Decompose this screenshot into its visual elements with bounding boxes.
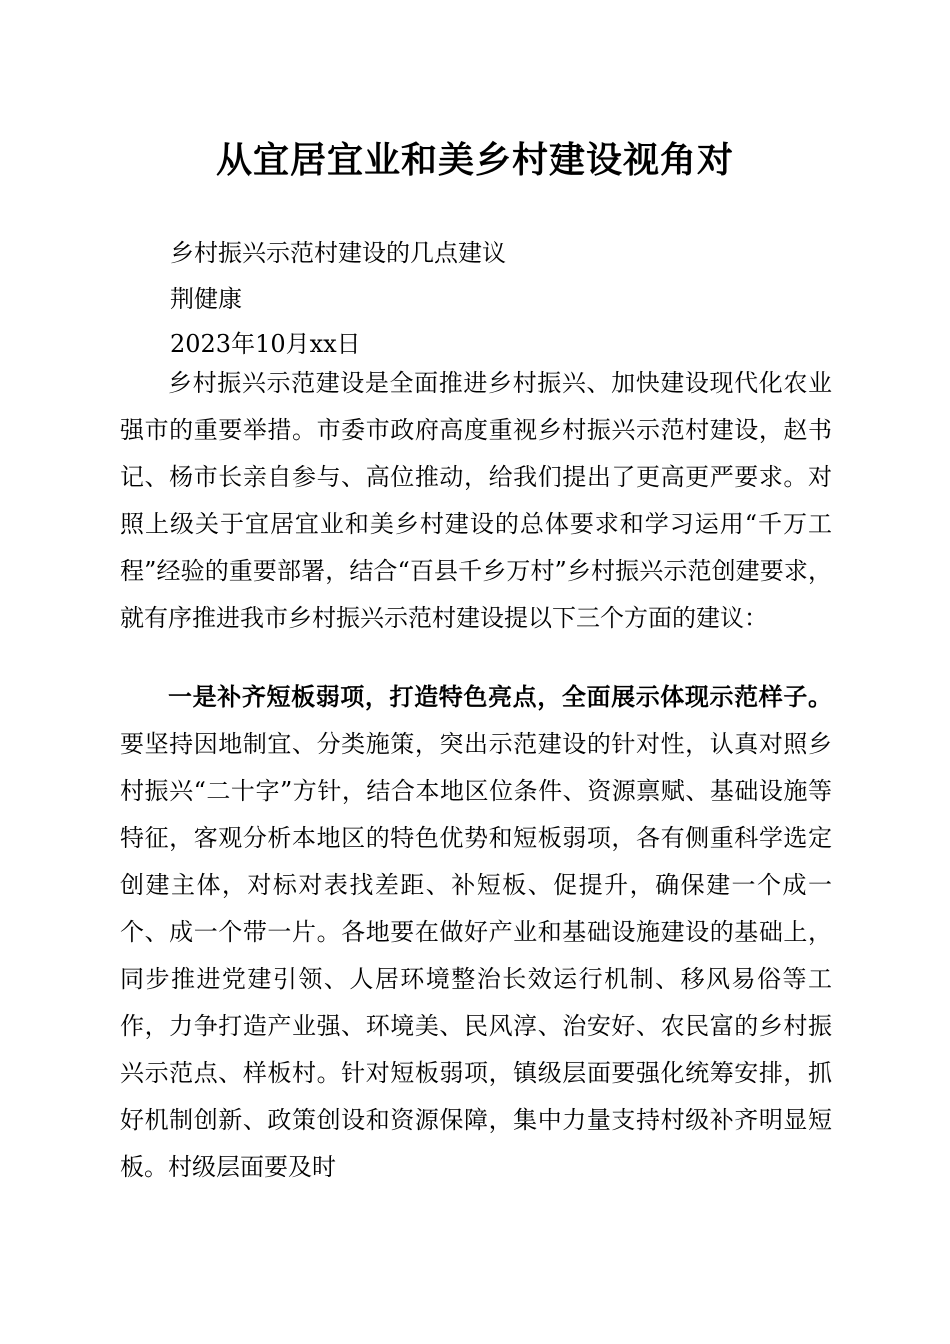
paragraph-point-one-text: 要坚持因地制宜、分类施策，突出示范建设的针对性，认真对照乡村振兴“二十字”方针，结合本地区位条件、资源禀赋、基础设施等特征，客观分析本地区的特色优势和短板弱项，各有侧重科学选定创建主体，对标对表找差距、补短板、促提升，确保建一个成一个、成一个带一片。各地要在做好产业和基础设施建设的基础上，同步推进党建引领、人居环境整治长效运行机制、移风易俗等工作，力争打造产业强、环境美、民风淳、治安好、农民富的乡村振兴示范点、样板村。针对短板弱项，镇级层面要强化统筹安排，抓好机制创新、政策创设和资源保障，集中力量支持村级补齐明显短板。村级层面要及时 [120, 730, 832, 1181]
document-subtitle: 乡村振兴示范村建设的几点建议 [170, 239, 506, 267]
document-date: 2023年10月xx日 [170, 330, 361, 358]
paragraph-point-one [120, 673, 832, 1191]
author-name: 荆健康 [170, 285, 242, 313]
document-title: 从宜居宜业和美乡村建设视角对 [215, 139, 734, 181]
paragraph-intro-text: 乡村振兴示范建设是全面推进乡村振兴、加快建设现代化农业强市的重要举措。市委市政府高度重视乡村振兴示范村建设，赵书记、杨市长亲自参与、高位推动，给我们提出了更高更严要求。对照上级关于宜居宜业和美乡村建设的总体要求和学习运用“千万工程”经验的重要部署，结合“百县千乡万村”乡村振兴示范创建要求，就有序推进我市乡村振兴示范村建设提以下三个方面的建议： [120, 369, 832, 632]
paragraph-intro [120, 360, 832, 642]
paragraph-point-one-lead: 一是补齐短板弱项，打造特色亮点，全面展示体现示范样子。 [168, 682, 832, 711]
